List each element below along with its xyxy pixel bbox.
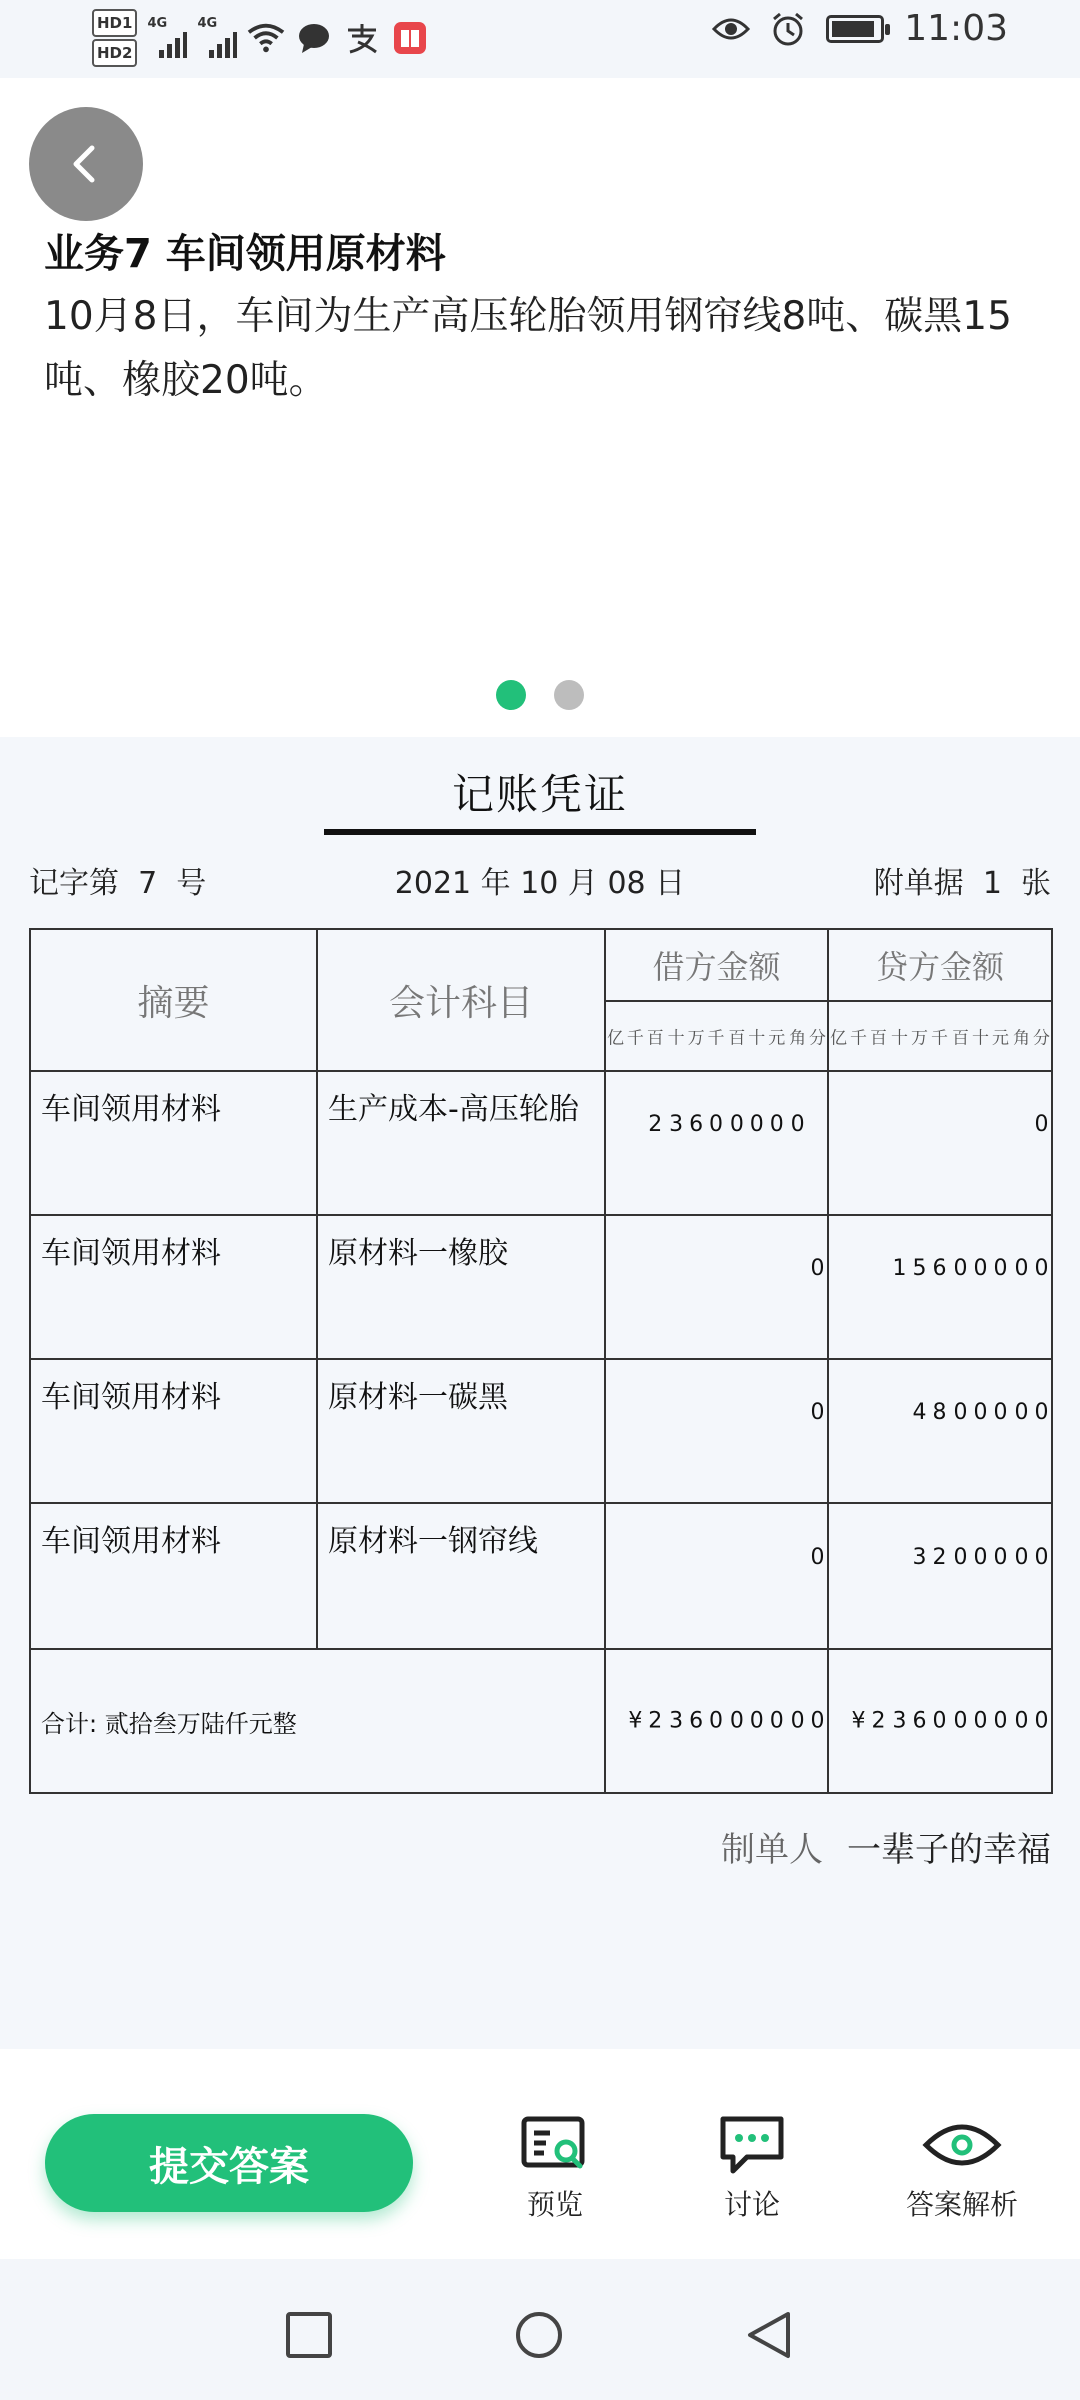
preview-button[interactable] [520,2115,590,2223]
alarm-icon [770,11,806,47]
digit: 0 [993,1400,1008,1425]
row-credit[interactable] [828,1503,1052,1649]
row-debit[interactable] [605,1359,828,1503]
digit: 0 [973,1400,988,1425]
digit: 0 [810,1256,825,1281]
table-row [30,1071,1052,1215]
unit-label: 千 [850,1028,867,1049]
chevron-left-icon [62,140,110,188]
eye-icon [712,14,750,44]
digit: 4 [912,1400,927,1425]
digit: 8 [932,1400,947,1425]
digit: 0 [1014,1545,1029,1570]
row-summary[interactable]: 车间领用材料 [30,1071,317,1215]
total-row [30,1649,1052,1793]
unit-label: 角 [789,1028,807,1049]
digit: 0 [1034,1256,1049,1281]
digit: 0 [953,1545,968,1570]
row-summary[interactable]: 车间领用材料 [30,1503,317,1649]
digit: 6 [932,1256,947,1281]
home-icon[interactable] [514,2310,564,2360]
status-bar [0,0,1080,78]
row-credit[interactable] [828,1215,1052,1359]
table-row [30,1503,1052,1649]
row-summary[interactable]: 车间领用材料 [30,1215,317,1359]
digit: 0 [1014,1256,1029,1281]
digit: 2 [932,1545,947,1570]
row-debit[interactable] [605,1071,828,1215]
row-account[interactable]: 原材料一钢帘线 [317,1503,605,1649]
maker-name: 一辈子的幸福 [847,1830,1051,1870]
digit: 5 [912,1256,927,1281]
unit-label: 百 [870,1028,887,1049]
row-account[interactable]: 原材料一碳黑 [317,1359,605,1503]
unit-label: 十 [891,1028,908,1049]
network-label-1: 4G [147,16,168,31]
business-description: 10月8日，车间为生产高压轮胎领用钢帘线8吨、碳黑15吨、橡胶20吨。 [44,294,1012,403]
voucher-date: 2021 年 10 月 08 日 [394,866,686,901]
header-summary: 摘要 [30,929,317,1071]
voucher-title-underline [324,829,756,835]
voucher-title: 记账凭证 [451,770,628,819]
digit: 0 [1034,1545,1049,1570]
unit-label: 元 [768,1028,786,1049]
signal-icon [197,18,237,58]
credit-unit-header [828,1001,1052,1071]
hd-icon [92,8,137,68]
digit: 0 [953,1400,968,1425]
digit: 0 [790,1708,805,1734]
digit: 2 [648,1708,663,1734]
digit: 0 [973,1256,988,1281]
recent-apps-icon[interactable] [284,2310,334,2360]
maker-label: 制单人 [721,1830,823,1870]
digit: 0 [1034,1112,1049,1137]
voucher-number: 记字第 7 号 [29,866,207,901]
answer-analysis-label: 答案解析 [906,2188,1019,2221]
header-credit: 贷方金额 [828,929,1052,1001]
digit: 0 [993,1545,1008,1570]
digit: 0 [953,1256,968,1281]
digit: 0 [708,1708,723,1734]
digit: 2 [871,1708,886,1734]
digit: 0 [729,1708,744,1734]
total-credit [828,1649,1052,1793]
table-row [30,1215,1052,1359]
unit-label: 万 [911,1028,928,1049]
digit: 0 [708,1112,723,1137]
unit-label: 百 [728,1028,746,1049]
digit: 0 [1014,1708,1029,1734]
row-credit[interactable] [828,1071,1052,1215]
header-account: 会计科目 [317,929,605,1071]
unit-label: 十 [748,1028,766,1049]
digit: 0 [932,1708,947,1734]
row-debit[interactable] [605,1215,828,1359]
unit-label: 分 [1033,1028,1050,1049]
digit: 0 [1014,1400,1029,1425]
row-account[interactable]: 原材料一橡胶 [317,1215,605,1359]
digit: 6 [689,1708,704,1734]
digit: 0 [993,1256,1008,1281]
digit: 0 [1034,1708,1049,1734]
unit-label: 亿 [830,1028,847,1049]
debit-unit-header [605,1001,828,1071]
unit-label: 千 [626,1028,644,1049]
digit: 0 [810,1708,825,1734]
unit-label: 万 [687,1028,705,1049]
digit: 6 [912,1708,927,1734]
discuss-button[interactable] [717,2115,787,2223]
voucher-table [29,928,1053,1794]
answer-analysis-button[interactable] [906,2115,1018,2223]
unit-label: 亿 [606,1028,624,1049]
unit-label: 百 [952,1028,969,1049]
status-time: 11:03 [904,8,1008,49]
unit-label: 十 [972,1028,989,1049]
business-title: 业务7 车间领用原材料 [44,231,446,277]
discuss-label: 讨论 [723,2188,780,2221]
eye-icon [922,2115,1002,2175]
digit: 0 [993,1708,1008,1734]
unit-label: 千 [931,1028,948,1049]
unit-label: 十 [667,1028,685,1049]
network-label-2: 4G [197,16,218,31]
table-row [30,1359,1052,1503]
row-debit[interactable] [605,1503,828,1649]
digit: 3 [892,1708,907,1734]
preview-label: 预览 [526,2188,583,2221]
alipay-icon [343,20,381,56]
digit: 3 [669,1112,684,1137]
back-button[interactable] [29,107,143,221]
hd2-badge: HD2 [92,39,137,67]
signal-icon [147,18,187,58]
carousel-indicator [496,680,584,710]
digit: 0 [973,1545,988,1570]
digit: 0 [749,1708,764,1734]
digit: 3 [912,1545,927,1570]
unit-label: 分 [809,1028,827,1049]
digit: 2 [648,1112,663,1137]
wifi-icon [247,22,285,54]
digit: 0 [810,1400,825,1425]
submit-answer-button[interactable]: 提交答案 [45,2114,413,2212]
unit-label: 角 [1013,1028,1030,1049]
digit: ¥ [851,1708,866,1734]
digit: 0 [729,1112,744,1137]
digit: 0 [953,1708,968,1734]
digit: 0 [769,1112,784,1137]
header-debit: 借方金额 [605,929,828,1001]
digit: 3 [669,1708,684,1734]
total-debit [605,1649,828,1793]
row-account[interactable]: 生产成本-高压轮胎 [317,1071,605,1215]
back-nav-icon[interactable] [744,2310,794,2360]
digit: 0 [973,1708,988,1734]
digit: 0 [769,1708,784,1734]
voucher-attachments: 附单据 1 张 [873,866,1051,901]
preview-icon [520,2115,590,2175]
carousel-dot-2[interactable] [554,680,584,710]
digit: 0 [1034,1400,1049,1425]
unit-label: 元 [992,1028,1009,1049]
row-summary[interactable]: 车间领用材料 [30,1359,317,1503]
digit: 6 [689,1112,704,1137]
digit: 0 [790,1112,805,1137]
battery-icon [826,15,884,43]
row-credit[interactable] [828,1359,1052,1503]
maker-info [721,1822,1051,1871]
total-label: 合计: 贰拾叁万陆仟元整 [30,1649,605,1793]
book-app-icon [391,20,429,56]
chat-icon [295,20,333,56]
digit: ¥ [628,1708,643,1734]
carousel-dot-1[interactable] [496,680,526,710]
chat-bubble-icon [717,2115,787,2175]
unit-label: 百 [646,1028,664,1049]
digit: 0 [749,1112,764,1137]
digit: 1 [892,1256,907,1281]
digit: 0 [810,1545,825,1570]
unit-label: 千 [707,1028,725,1049]
hd1-badge: HD1 [92,9,137,37]
